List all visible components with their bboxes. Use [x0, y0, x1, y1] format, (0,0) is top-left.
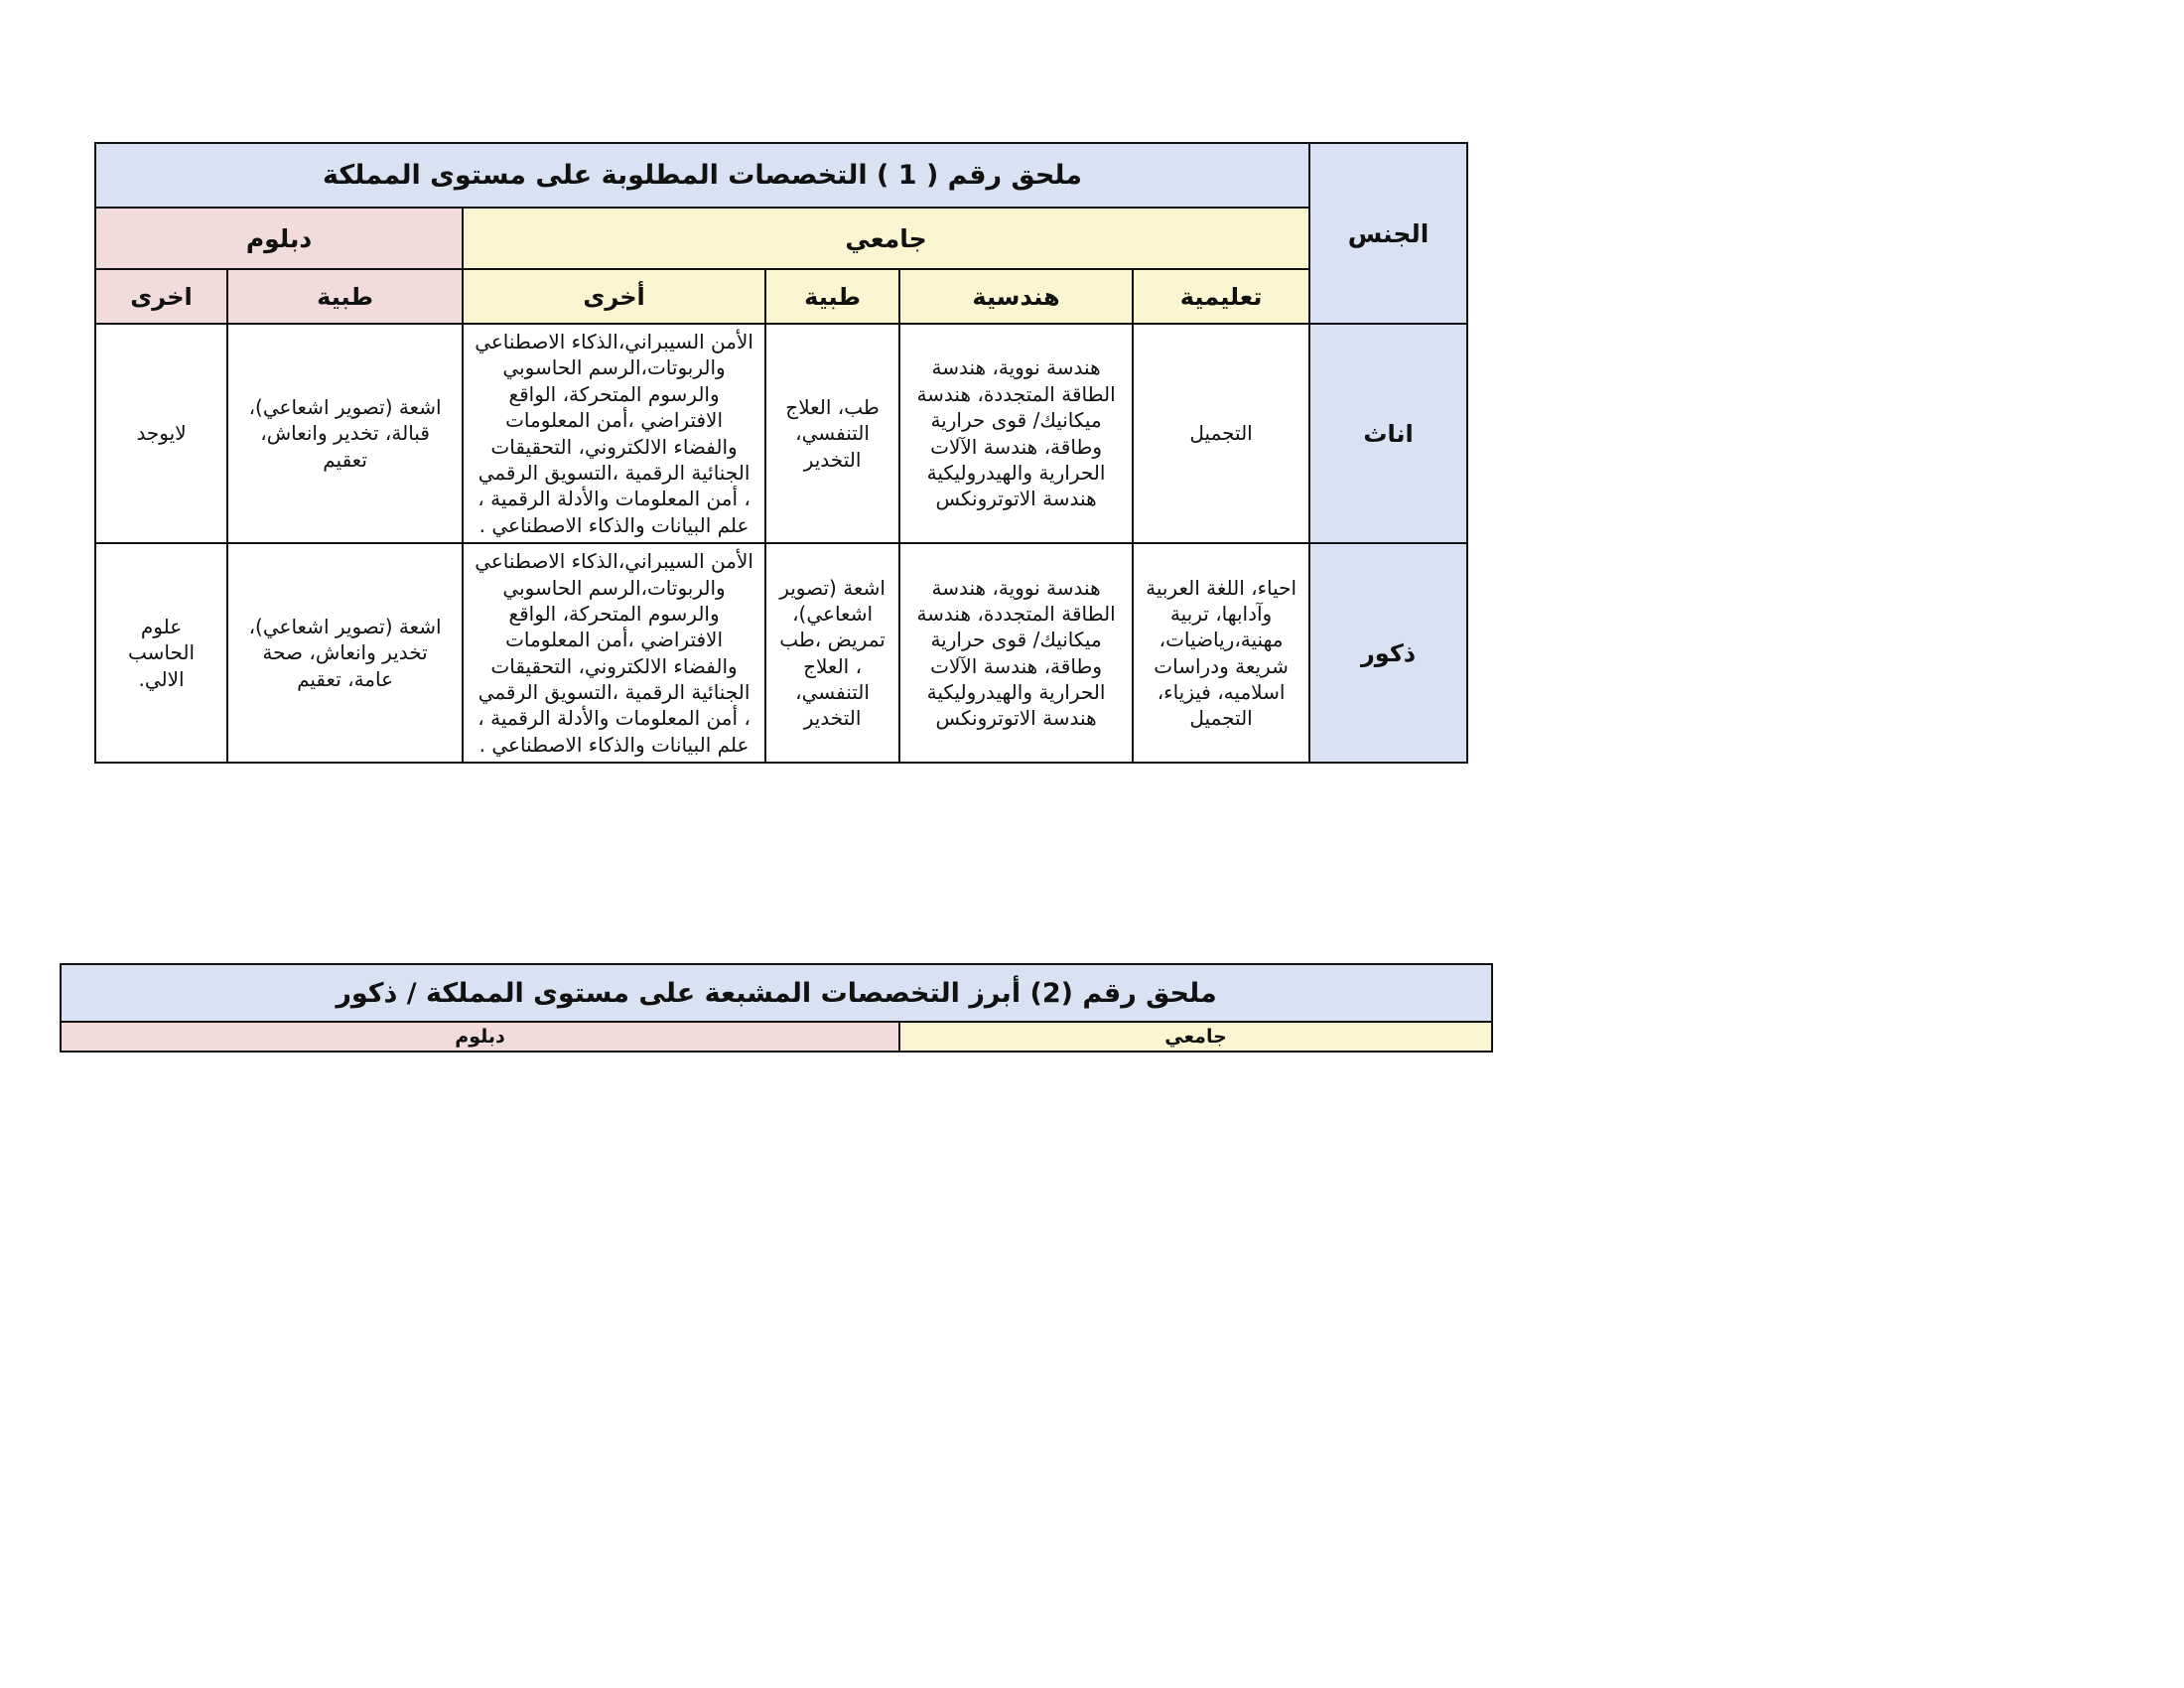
cell-females-medical-university: طب، العلاج التنفسي، التخدير: [765, 324, 899, 543]
col-header-engineering: هندسية: [899, 269, 1133, 324]
cell-females-medical-diploma: اشعة (تصوير اشعاعي)، قبالة، تخدير وانعاش، تعقيم: [227, 324, 463, 543]
cell-males-engineering: هندسة نووية، هندسة الطاقة المتجددة، هندسة ميكانيك/ قوى حرارية وطاقة، هندسة الآلات الحرارية والهيدروليكية هندسة الاتوترونكس: [899, 543, 1133, 763]
table-row: [95, 324, 1467, 543]
cell-females-educational: التجميل: [1133, 324, 1309, 543]
col-header-other-university: أخرى: [463, 269, 765, 324]
appendix1-title: ملحق رقم ( 1 ) التخصصات المطلوبة على مستوى المملكة: [95, 143, 1309, 208]
cell-males-medical-diploma: اشعة (تصوير اشعاعي)، تخدير وانعاش، صحة عامة، تعقيم: [227, 543, 463, 763]
cell-females-other-diploma: لايوجد: [95, 324, 227, 543]
gender-column-header: الجنس: [1309, 143, 1467, 324]
cell-males-medical-university: اشعة (تصوير اشعاعي)، تمريض ،طب ، العلاج التنفسي، التخدير: [765, 543, 899, 763]
cell-females-other-university: الأمن السيبراني،الذكاء الاصطناعي والربوتات،الرسم الحاسوبي والرسوم المتحركة، الواقع الافتراضي ،أمن المعلومات والفضاء الالكتروني، التحقيقات الجنائية الرقمية ،التسويق الرقمي ، أمن المعلومات والأدلة الرقمية ، علم البيانات والذكاء الاصطناعي .: [463, 324, 765, 543]
cell-males-other-diploma: علوم الحاسب الالي.: [95, 543, 227, 763]
group-header-university: جامعي: [463, 208, 1309, 269]
appendix1-table: [94, 142, 1468, 764]
appendix2-title: ملحق رقم (2) أبرز التخصصات المشبعة على مستوى المملكة / ذكور: [61, 964, 1492, 1022]
appendix2-table: [60, 963, 1493, 1053]
col-header-medical-diploma: طبية: [227, 269, 463, 324]
col-header-medical-university: طبية: [765, 269, 899, 324]
cell-males-educational: احياء، اللغة العربية وآدابها، تربية مهنية،رياضيات، شريعة ودراسات اسلاميه، فيزياء، التجميل: [1133, 543, 1309, 763]
cell-males-other-university: الأمن السيبراني،الذكاء الاصطناعي والربوتات،الرسم الحاسوبي والرسوم المتحركة، الواقع الافتراضي ،أمن المعلومات والفضاء الالكتروني، التحقيقات الجنائية الرقمية ،التسويق الرقمي ، أمن المعلومات والأدلة الرقمية ، علم البيانات والذكاء الاصطناعي .: [463, 543, 765, 763]
appendix2-diploma-header: دبلوم: [61, 1022, 899, 1052]
appendix2-university-header: جامعي: [899, 1022, 1492, 1052]
col-header-educational: تعليمية: [1133, 269, 1309, 324]
cell-females-engineering: هندسة نووية، هندسة الطاقة المتجددة، هندسة ميكانيك/ قوى حرارية وطاقة، هندسة الآلات الحرارية والهيدروليكية هندسة الاتوترونكس: [899, 324, 1133, 543]
row-label-males: ذكور: [1309, 543, 1467, 763]
table-row: [95, 543, 1467, 763]
col-header-other-diploma: اخرى: [95, 269, 227, 324]
group-header-diploma: دبلوم: [95, 208, 463, 269]
row-label-females: اناث: [1309, 324, 1467, 543]
